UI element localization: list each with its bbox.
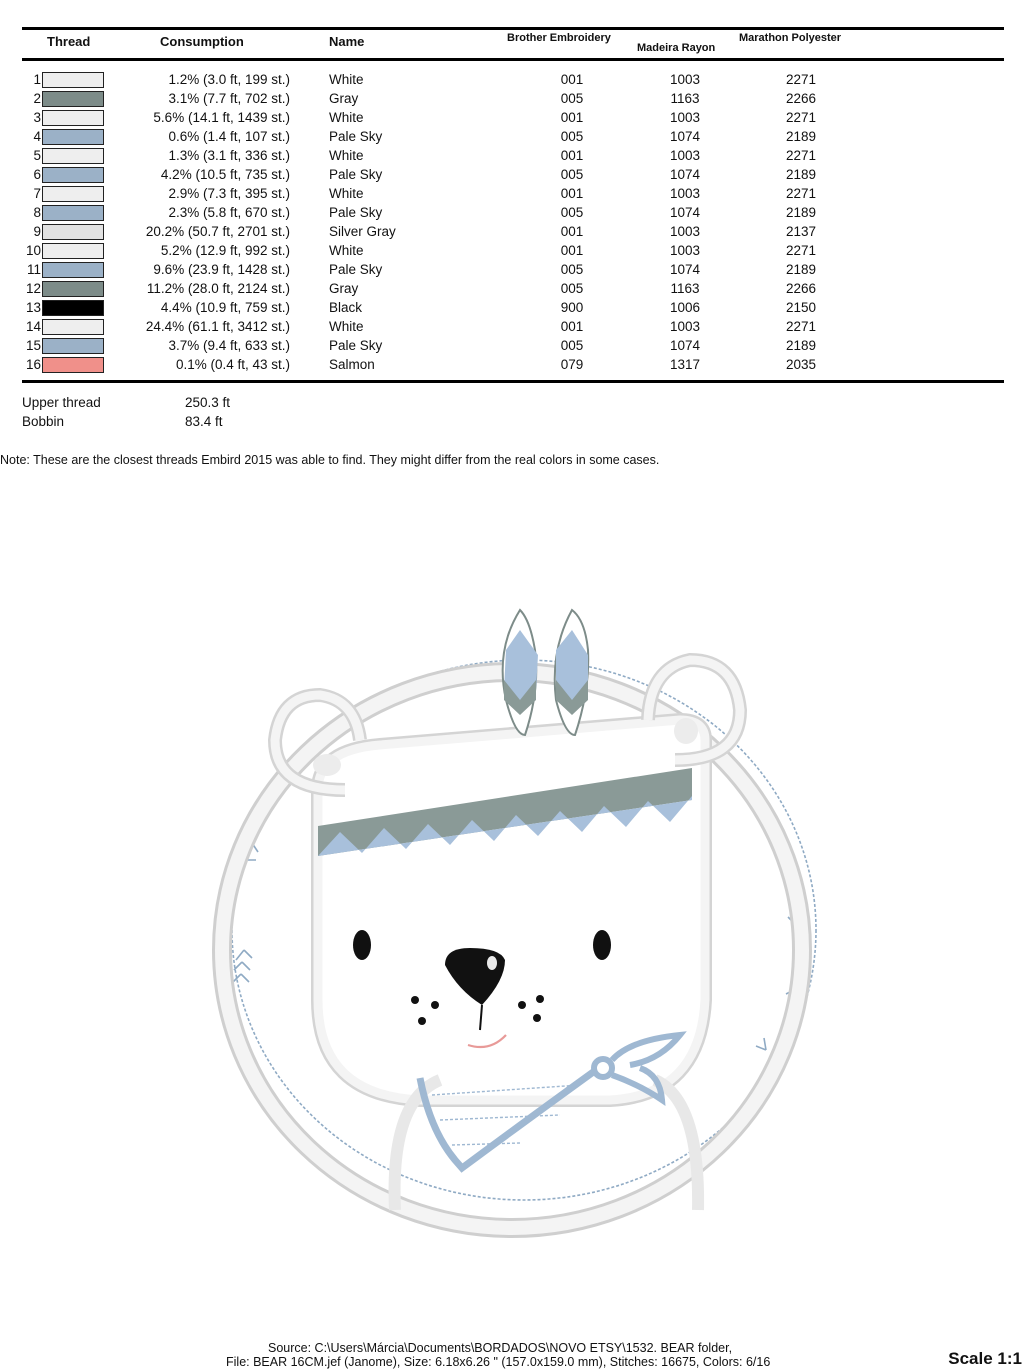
table-row: [0, 222, 1024, 241]
table-row: [0, 355, 1024, 374]
table-row: [0, 70, 1024, 89]
header-name: Name: [329, 34, 365, 49]
header-thread: Thread: [47, 34, 91, 49]
consumption-value: 5.6% (14.1 ft, 1439 st.): [153, 110, 290, 125]
table-top-rule: [22, 27, 1004, 30]
color-swatch: [42, 319, 104, 335]
color-swatch: [42, 357, 104, 373]
table-row: [0, 298, 1024, 317]
right-eye: [593, 930, 611, 960]
footer-source-path: Source: C:\Users\Márcia\Documents\BORDADOS\NOVO ETSY\1532. BEAR folder,: [268, 1341, 733, 1355]
madeira-code: 1003: [669, 243, 701, 258]
thread-index: 15: [25, 338, 41, 353]
thread-name: Gray: [329, 281, 359, 296]
consumption-value: 2.3% (5.8 ft, 670 st.): [168, 205, 290, 220]
header-brother-embroidery: Brother Embroidery: [507, 32, 611, 44]
consumption-value: 5.2% (12.9 ft, 992 st.): [160, 243, 290, 258]
thread-name: White: [329, 186, 364, 201]
brother-code: 001: [560, 72, 584, 87]
madeira-code: 1003: [669, 319, 701, 334]
brother-code: 005: [560, 262, 584, 277]
brother-code: 005: [560, 205, 584, 220]
color-swatch: [42, 110, 104, 126]
table-row: [0, 127, 1024, 146]
thread-index: 7: [33, 186, 41, 201]
marathon-code: 2035: [785, 357, 817, 372]
color-swatch: [42, 91, 104, 107]
color-swatch: [42, 262, 104, 278]
consumption-value: 0.1% (0.4 ft, 43 st.): [175, 357, 290, 372]
color-swatch: [42, 338, 104, 354]
thread-index: 1: [33, 72, 41, 87]
color-swatch: [42, 72, 104, 88]
thread-index: 2: [33, 91, 41, 106]
color-swatch: [42, 148, 104, 164]
consumption-value: 11.2% (28.0 ft, 2124 st.): [146, 281, 290, 296]
thread-index: 13: [25, 300, 41, 315]
marathon-code: 2150: [785, 300, 817, 315]
brother-code: 001: [560, 148, 584, 163]
brother-code: 079: [560, 357, 584, 372]
thread-index: 16: [25, 357, 41, 372]
madeira-code: 1074: [669, 338, 701, 353]
footer-file-info: File: BEAR 16CM.jef (Janome), Size: 6.18x6.26 " (157.0x159.0 mm), Stitches: 16675, Colors: 6/16: [226, 1355, 771, 1369]
upper-thread-label: Upper thread: [22, 395, 101, 410]
marathon-code: 2271: [785, 110, 817, 125]
color-swatch: [42, 186, 104, 202]
thread-index: 8: [33, 205, 41, 220]
table-row: [0, 184, 1024, 203]
madeira-code: 1163: [670, 91, 700, 106]
marathon-code: 2271: [785, 319, 817, 334]
bobbin-value: 83.4 ft: [185, 414, 223, 429]
brother-code: 001: [560, 224, 584, 239]
consumption-value: 9.6% (23.9 ft, 1428 st.): [153, 262, 290, 277]
madeira-code: 1074: [669, 129, 701, 144]
marathon-code: 2271: [785, 72, 817, 87]
thread-match-note: Note: These are the closest threads Embird 2015 was able to find. They might differ from the real colors in some cases.: [0, 453, 660, 467]
brother-code: 001: [560, 243, 584, 258]
marathon-code: 2271: [785, 243, 817, 258]
brother-code: 900: [560, 300, 584, 315]
table-header-rule: [22, 58, 1004, 61]
thread-index: 4: [33, 129, 41, 144]
thread-name: Silver Gray: [329, 224, 396, 239]
color-swatch: [42, 224, 104, 240]
thread-index: 14: [25, 319, 41, 334]
table-row: [0, 203, 1024, 222]
consumption-value: 0.6% (1.4 ft, 107 st.): [168, 129, 290, 144]
right-ear-pad: [674, 718, 698, 744]
left-eye: [353, 930, 371, 960]
madeira-code: 1003: [669, 186, 701, 201]
bear-design-illustration: [0, 480, 1024, 1330]
thread-name: Gray: [329, 91, 359, 106]
embroidery-design-preview: [0, 480, 1024, 1330]
color-swatch: [42, 205, 104, 221]
table-row: [0, 279, 1024, 298]
color-swatch: [42, 281, 104, 297]
thread-name: Pale Sky: [329, 205, 383, 220]
table-row: [0, 241, 1024, 260]
bobbin-label: Bobbin: [22, 414, 65, 429]
color-swatch: [42, 243, 104, 259]
thread-name: Pale Sky: [329, 167, 383, 182]
thread-name: White: [329, 319, 364, 334]
nose-highlight: [487, 956, 497, 970]
thread-index: 6: [33, 167, 41, 182]
consumption-value: 1.3% (3.1 ft, 336 st.): [168, 148, 290, 163]
marathon-code: 2137: [785, 224, 817, 239]
upper-thread-value: 250.3 ft: [185, 395, 231, 410]
marathon-code: 2266: [785, 281, 817, 296]
madeira-code: 1003: [669, 72, 701, 87]
madeira-code: 1006: [669, 300, 701, 315]
table-row: [0, 336, 1024, 355]
thread-index: 3: [33, 110, 41, 125]
brother-code: 005: [560, 91, 584, 106]
consumption-value: 3.1% (7.7 ft, 702 st.): [168, 91, 290, 106]
consumption-value: 1.2% (3.0 ft, 199 st.): [168, 72, 290, 87]
thread-name: Pale Sky: [329, 129, 383, 144]
header-madeira-rayon: Madeira Rayon: [637, 42, 716, 54]
brother-code: 001: [560, 110, 584, 125]
thread-name: Pale Sky: [329, 338, 383, 353]
madeira-code: 1003: [669, 224, 701, 239]
brother-code: 005: [560, 167, 584, 182]
left-ear-pad: [313, 754, 341, 776]
madeira-code: 1163: [670, 281, 700, 296]
marathon-code: 2271: [785, 186, 817, 201]
marathon-code: 2266: [785, 91, 817, 106]
thread-index: 12: [25, 281, 41, 296]
thread-name: White: [329, 243, 364, 258]
table-row: [0, 108, 1024, 127]
thread-name: White: [329, 110, 364, 125]
marathon-code: 2189: [785, 167, 817, 182]
table-row: [0, 165, 1024, 184]
thread-name: Salmon: [329, 357, 375, 372]
madeira-code: 1074: [669, 167, 701, 182]
brother-code: 001: [560, 186, 584, 201]
consumption-value: 4.4% (10.9 ft, 759 st.): [160, 300, 290, 315]
marathon-code: 2189: [785, 129, 817, 144]
thread-name: White: [329, 148, 364, 163]
marathon-code: 2189: [785, 205, 817, 220]
madeira-code: 1003: [669, 148, 701, 163]
thread-index: 9: [33, 224, 41, 239]
thread-name: Black: [329, 300, 363, 315]
table-row: [0, 89, 1024, 108]
consumption-value: 20.2% (50.7 ft, 2701 st.): [145, 224, 290, 239]
consumption-value: 4.2% (10.5 ft, 735 st.): [160, 167, 290, 182]
thread-name: Pale Sky: [329, 262, 383, 277]
consumption-value: 2.9% (7.3 ft, 395 st.): [168, 186, 290, 201]
thread-index: 5: [33, 148, 41, 163]
table-row: [0, 317, 1024, 336]
marathon-code: 2271: [785, 148, 817, 163]
marathon-code: 2189: [785, 338, 817, 353]
header-consumption: Consumption: [160, 34, 244, 49]
table-row: [0, 260, 1024, 279]
brother-code: 001: [560, 319, 584, 334]
consumption-value: 3.7% (9.4 ft, 633 st.): [168, 338, 290, 353]
color-swatch: [42, 167, 104, 183]
scale-label: Scale 1:1: [948, 1349, 1022, 1368]
color-swatch: [42, 300, 104, 316]
brother-code: 005: [560, 281, 584, 296]
color-swatch: [42, 129, 104, 145]
header-marathon-polyester: Marathon Polyester: [739, 32, 842, 44]
madeira-code: 1003: [669, 110, 701, 125]
marathon-code: 2189: [785, 262, 817, 277]
thread-index: 11: [26, 262, 41, 277]
brother-code: 005: [560, 338, 584, 353]
consumption-value: 24.4% (61.1 ft, 3412 st.): [145, 319, 290, 334]
brother-code: 005: [560, 129, 584, 144]
table-row: [0, 146, 1024, 165]
madeira-code: 1074: [669, 262, 701, 277]
madeira-code: 1074: [669, 205, 701, 220]
table-bottom-rule: [22, 380, 1004, 383]
madeira-code: 1317: [669, 357, 701, 372]
thread-index: 10: [25, 243, 41, 258]
thread-name: White: [329, 72, 364, 87]
